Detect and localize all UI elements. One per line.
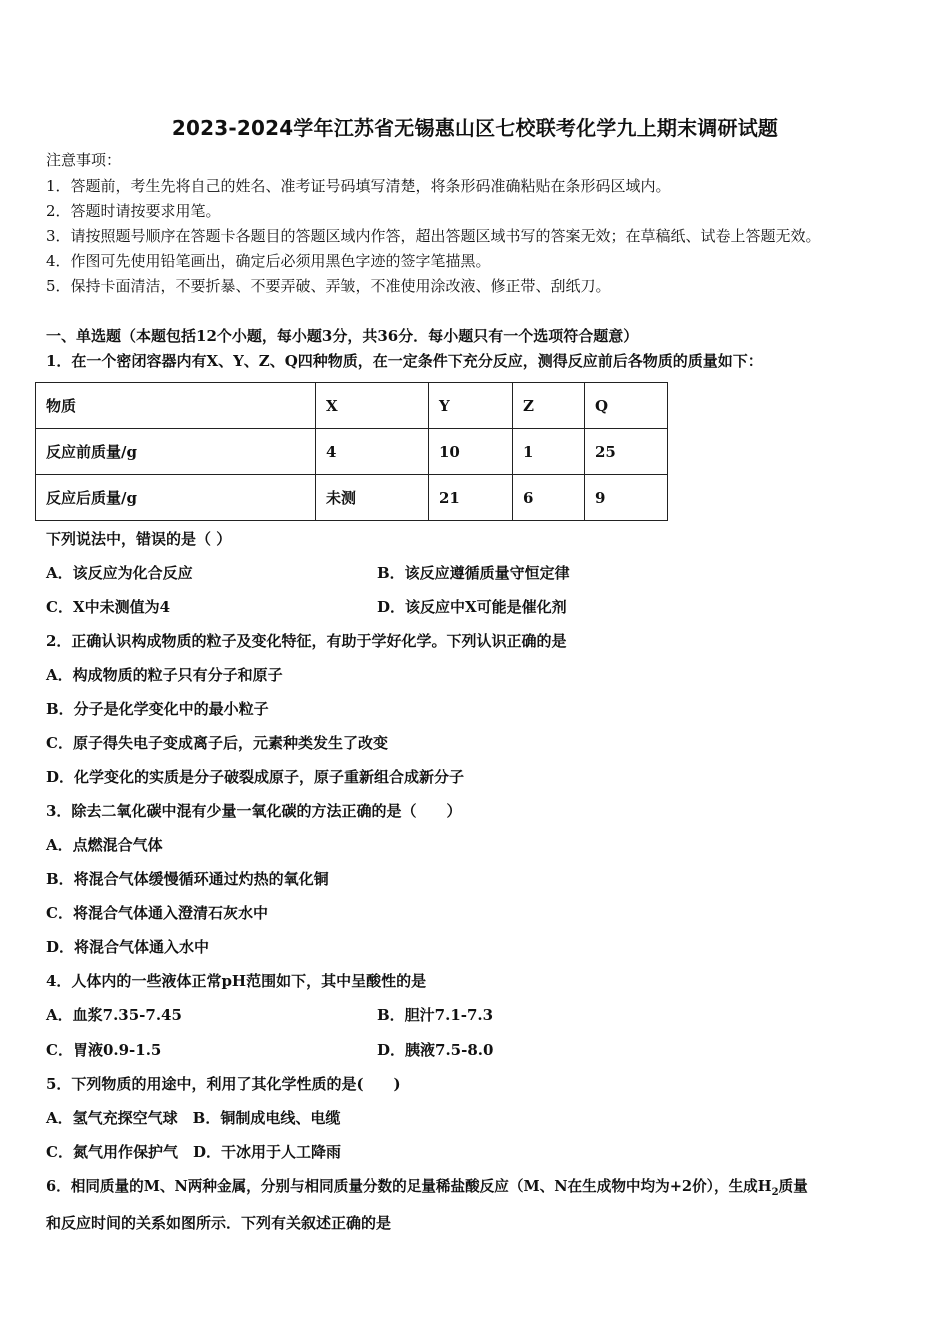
option-d: D．该反应中X可能是催化剂: [377, 598, 567, 616]
question-3-stem: 3．除去二氧化碳中混有少量一氧化碳的方法正确的是（ ）: [46, 802, 462, 820]
table-cell: 6: [513, 475, 585, 521]
option-a: A．构成物质的粒子只有分子和原子: [46, 666, 283, 684]
option-c: C．胃液0.9-1.5: [46, 1041, 162, 1059]
table-cell: 25: [585, 429, 668, 475]
table-cell: 1: [513, 429, 585, 475]
table-cell: 4: [316, 429, 429, 475]
table-cell: Q: [585, 383, 668, 429]
table-cell: 反应后质量/g: [36, 475, 316, 521]
table-cell: 物质: [36, 383, 316, 429]
table-cell: Y: [429, 383, 513, 429]
option-d: D．胰液7.5-8.0: [377, 1041, 494, 1059]
option-row: A．氢气充探空气球 B．铜制成电线、电缆: [46, 1109, 341, 1127]
question-6-stem: [46, 1177, 808, 1203]
question-1-stem: 1．在一个密闭容器内有X、Y、Z、Q四种物质，在一定条件下充分反应，测得反应前后各物质的质量如下：: [46, 352, 763, 370]
option-b: B．胆汁7.1-7.3: [377, 1006, 494, 1024]
notice-heading: 注意事项：: [46, 151, 122, 169]
table-cell: Z: [513, 383, 585, 429]
question-6-stem-text: 质量: [778, 1178, 808, 1195]
table-row: [36, 475, 668, 521]
notice-item: 2．答题时请按要求用笔。: [46, 202, 221, 220]
table-cell: 9: [585, 475, 668, 521]
table-cell: 10: [429, 429, 513, 475]
table-cell: 21: [429, 475, 513, 521]
table-header-row: [36, 383, 668, 429]
subscript: 2: [771, 1186, 779, 1198]
question-2-stem: 2．正确认识构成物质的粒子及变化特征，有助于学好化学。下列认识正确的是: [46, 632, 567, 650]
question-6-stem-text: 6．相同质量的M、N两种金属，分别与相同质量分数的足量稀盐酸反应（M、N在生成物中均为+2价），生成H: [46, 1178, 772, 1195]
option-a: A．血浆7.35-7.45: [46, 1006, 182, 1024]
option-a: A．点燃混合气体: [46, 836, 163, 854]
option-c: C．将混合气体通入澄清石灰水中: [46, 904, 268, 922]
question-5-stem: 5．下列物质的用途中，利用了其化学性质的是( ): [46, 1075, 401, 1093]
notice-item: 5．保持卡面清洁，不要折暴、不要弄破、弄皱，不准使用涂改液、修正带、刮纸刀。: [46, 277, 611, 295]
question-4-stem: 4．人体内的一些液体正常pH范围如下，其中呈酸性的是: [46, 972, 427, 990]
table-cell: 未测: [316, 475, 429, 521]
section-heading: 一、单选题（本题包括12个小题，每小题3分，共36分．每小题只有一个选项符合题意）: [46, 327, 639, 345]
option-row: C．氮气用作保护气 D．干冰用于人工降雨: [46, 1143, 341, 1161]
option-b: B．该反应遵循质量守恒定律: [377, 564, 570, 582]
table-row: [36, 429, 668, 475]
question-6-stem-line2: 和反应时间的关系如图所示．下列有关叙述正确的是: [46, 1214, 392, 1232]
page-title: 2023-2024学年江苏省无锡惠山区七校联考化学九上期末调研试题: [171, 116, 779, 140]
option-a: A．该反应为化合反应: [46, 564, 193, 582]
option-b: B．分子是化学变化中的最小粒子: [46, 700, 269, 718]
mass-table: [35, 382, 668, 521]
option-c: C．X中未测值为4: [46, 598, 171, 616]
table-cell: X: [316, 383, 429, 429]
notice-item: 3．请按照题号顺序在答题卡各题目的答题区域内作答，超出答题区域书写的答案无效；在草稿纸、试卷上答题无效。: [46, 227, 821, 245]
table-cell: 反应前质量/g: [36, 429, 316, 475]
question-1-prompt: 下列说法中，错误的是（ ）: [46, 530, 232, 548]
option-d: D．将混合气体通入水中: [46, 938, 210, 956]
notice-item: 4．作图可先使用铅笔画出，确定后必须用黑色字迹的签字笔描黑。: [46, 252, 491, 270]
option-d: D．化学变化的实质是分子破裂成原子，原子重新组合成新分子: [46, 768, 465, 786]
option-c: C．原子得失电子变成离子后，元素种类发生了改变: [46, 734, 388, 752]
notice-item: 1．答题前，考生先将自己的姓名、准考证号码填写清楚，将条形码准确粘贴在条形码区域内。: [46, 177, 671, 195]
option-b: B．将混合气体缓慢循环通过灼热的氧化铜: [46, 870, 329, 888]
